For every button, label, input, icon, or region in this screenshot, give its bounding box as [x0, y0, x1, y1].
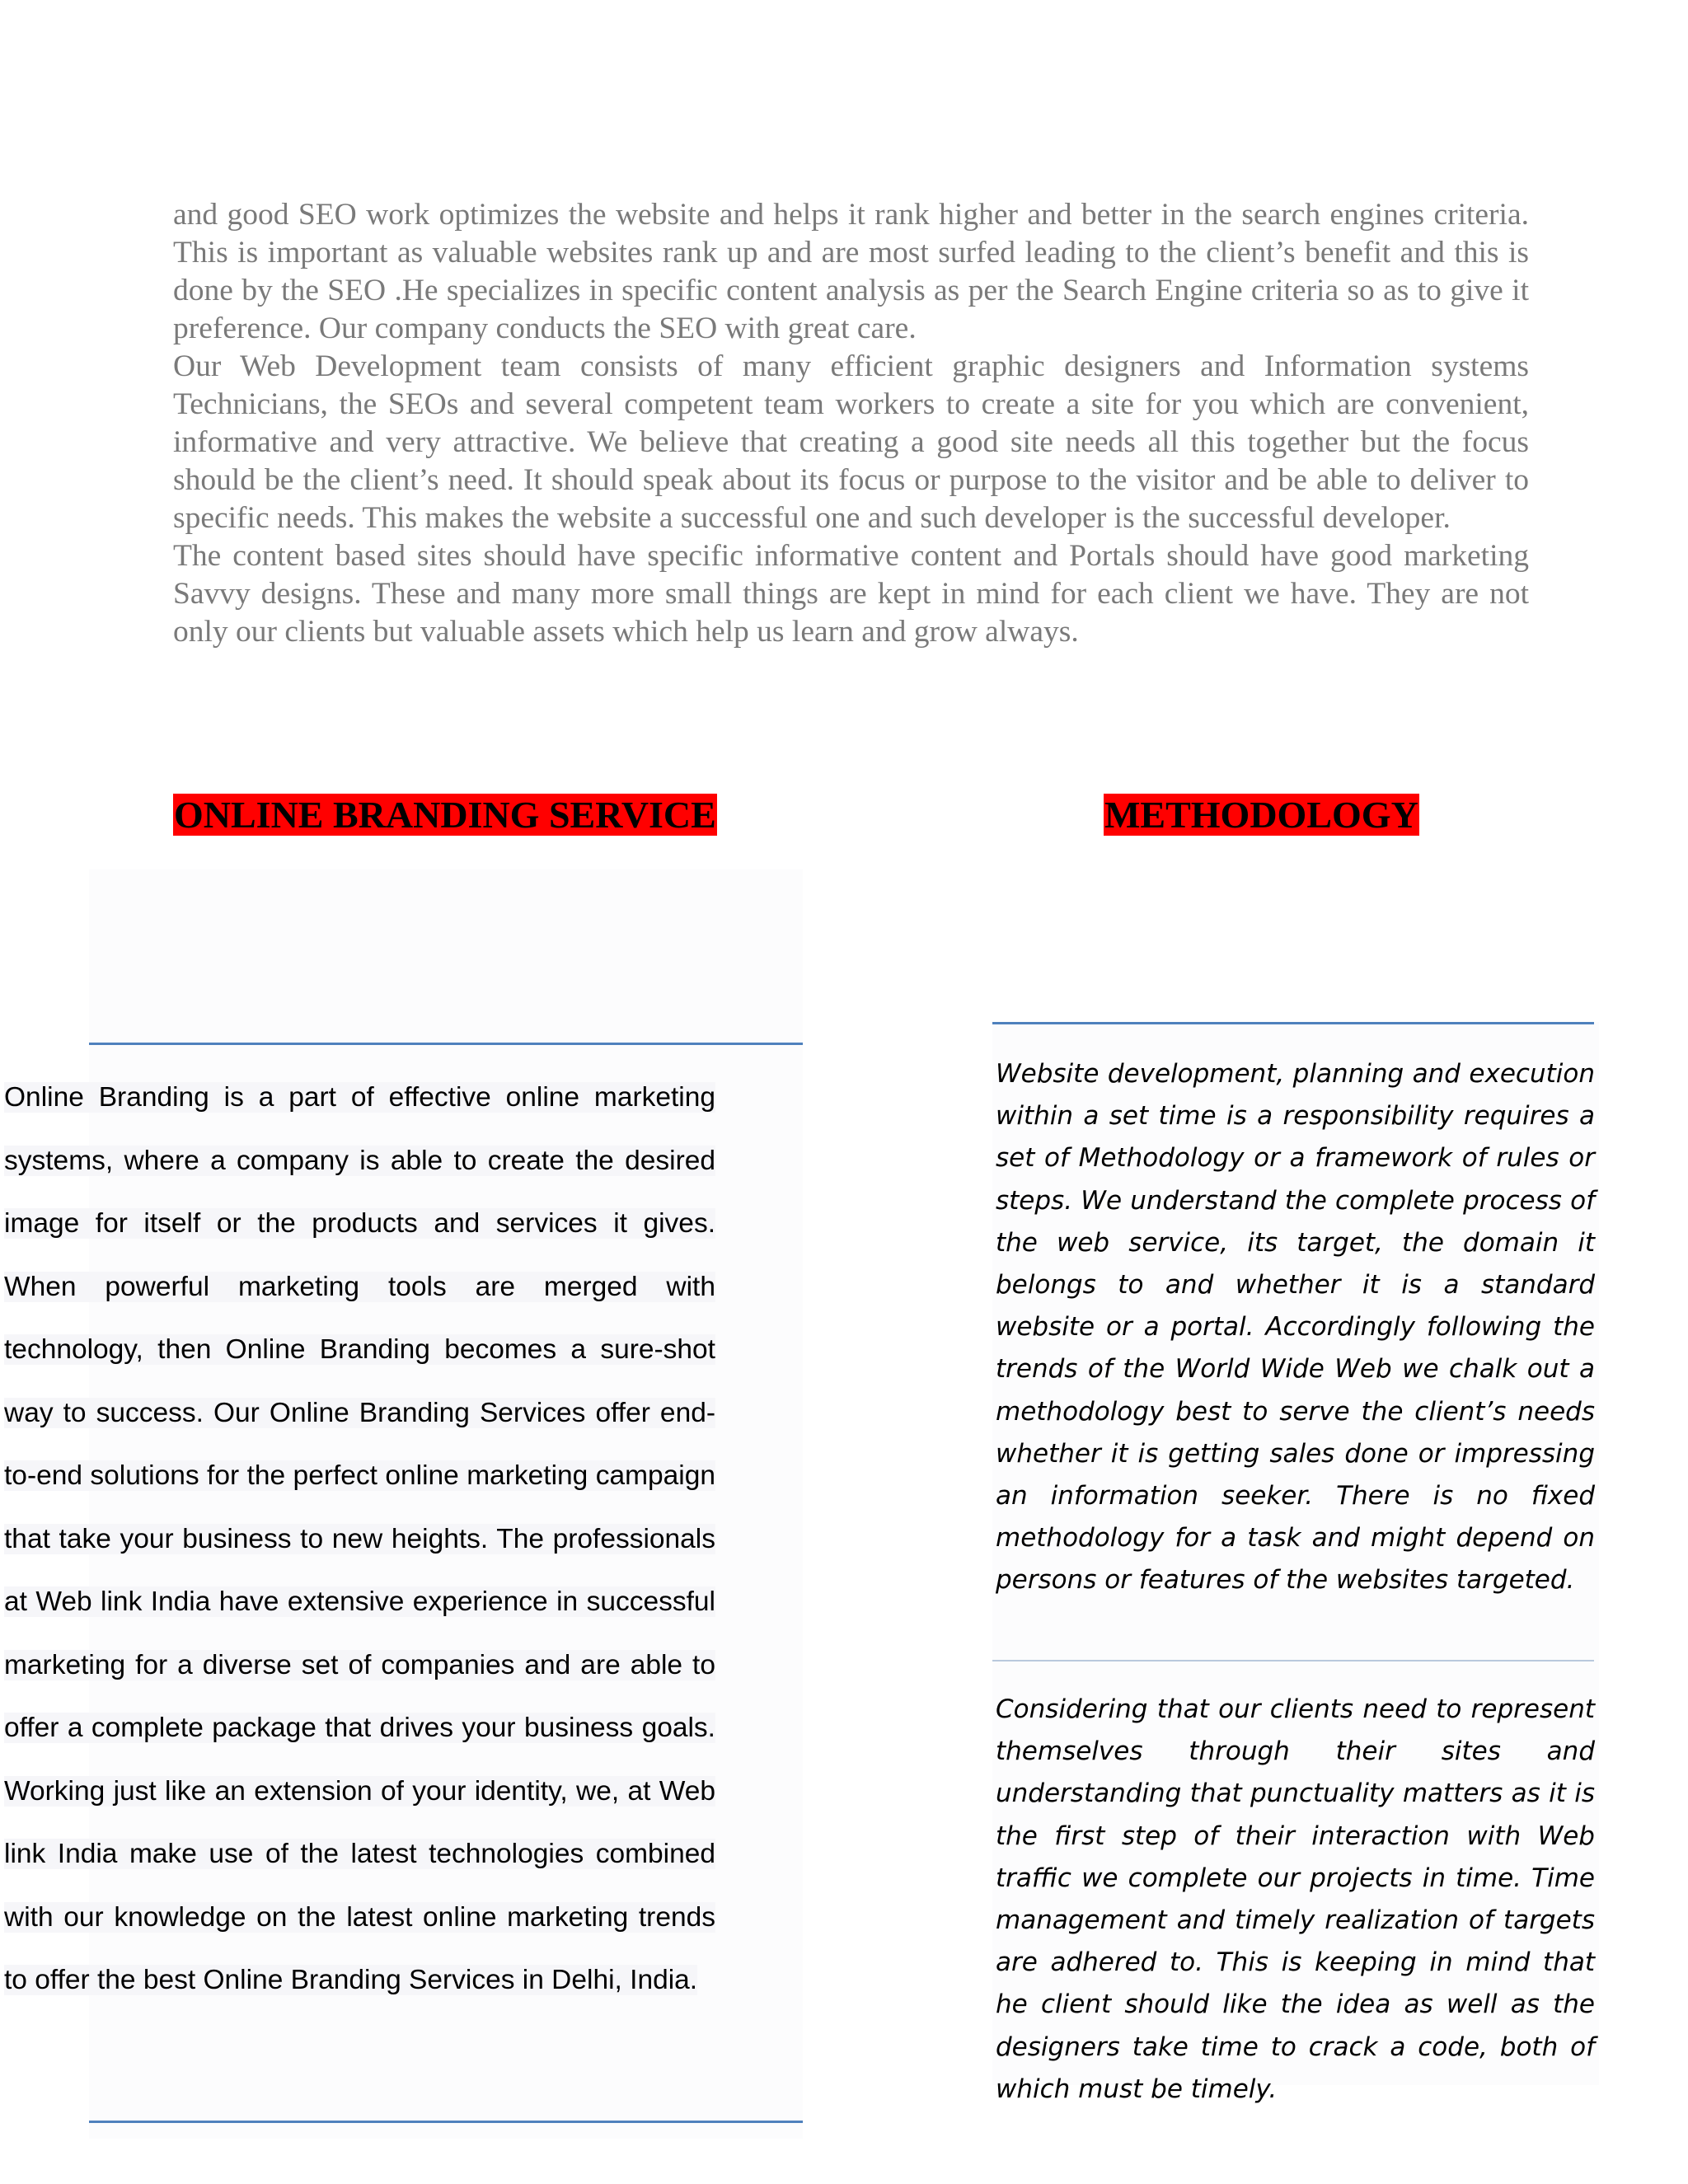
intro-paragraph-web-development-team: Our Web Development team consists of many efficient graphic designers and Information systems Technicians, the SEOs and several competent team workers to create a site for you which are convenient, informative and very attractive. We believe that creating a good site needs all this together but the focus should be the client’s need. It should speak about its focus or purpose to the visitor and be able to deliver to specific needs. This makes the website a successful one and such developer is the successful developer. — [173, 349, 1529, 535]
online-branding-paragraph — [4, 1066, 715, 2013]
methodology-heading — [1104, 791, 1419, 839]
online-branding-top-rule — [89, 1043, 803, 1045]
methodology-paragraph-framework: Website development, planning and execution within a set time is a responsibility requires a set of Methodology or a framework of rules or steps. We understand the complete process of the web service, its target, the domain it belongs to and whether it is a standard website or a portal. Accordingly following the trends of the World Wide Web we chalk out a methodology best to serve the client’s needs whether it is getting sales done or impressing an information seeker. There is no fixed methodology for a task and might depend on persons or features of the websites targeted. — [996, 1059, 1595, 1596]
intro-paragraph-content-sites: The content based sites should have specific informative content and Portals should have good marketing Savvy designs. These and many more small things are kept in mind for each client we have. They are not only our clients but valuable assets which help us learn and grow always. — [173, 539, 1529, 649]
online-branding-bottom-rule — [89, 2121, 803, 2123]
methodology-divider — [992, 1660, 1594, 1661]
online-branding-heading — [173, 791, 717, 839]
online-branding-heading-text: ONLINE BRANDING SERVICE — [174, 794, 716, 836]
online-branding-paragraph-text: Online Branding is a part of effective online marketing systems, where a company is able to create the desired image for itself or the products and services it gives. When powerful marketing tools are merged with technology, then Online Branding becomes a sure-shot way to success. Our Online Branding Services offer end-to-end solutions for the perfect online marketing campaign that take your business to new heights. The professionals at Web link India have extensive experience in successful marketing for a diverse set of companies and are able to offer a complete package that drives your business goals. Working just like an extension of your identity, we, at Web link India make use of the latest technologies combined with our knowledge on the latest online marketing trends to offer the best Online Branding Services in Delhi, India. — [4, 1082, 715, 1995]
methodology-top-rule — [992, 1022, 1594, 1024]
methodology-heading-text: METHODOLOGY — [1104, 794, 1418, 836]
intro-text — [173, 196, 1529, 651]
intro-paragraph-seo: and good SEO work optimizes the website and helps it rank higher and better in the search engines criteria. This is important as valuable websites rank up and are most surfed leading to the client’s benefit and this is done by the SEO .He specializes in specific content analysis as per the Search Engine criteria so as to give it preference. Our company conducts the SEO with great care. — [173, 198, 1529, 345]
methodology-paragraph-punctuality: Considering that our clients need to represent themselves through their sites and understanding that punctuality matters as it is the first step of their interaction with Web traffic we complete our projects in time. Time management and timely realization of targets are adhered to. This is keeping in mind that he client should like the idea as well as the designers take time to crack a code, both of which must be timely. — [996, 1694, 1595, 2104]
